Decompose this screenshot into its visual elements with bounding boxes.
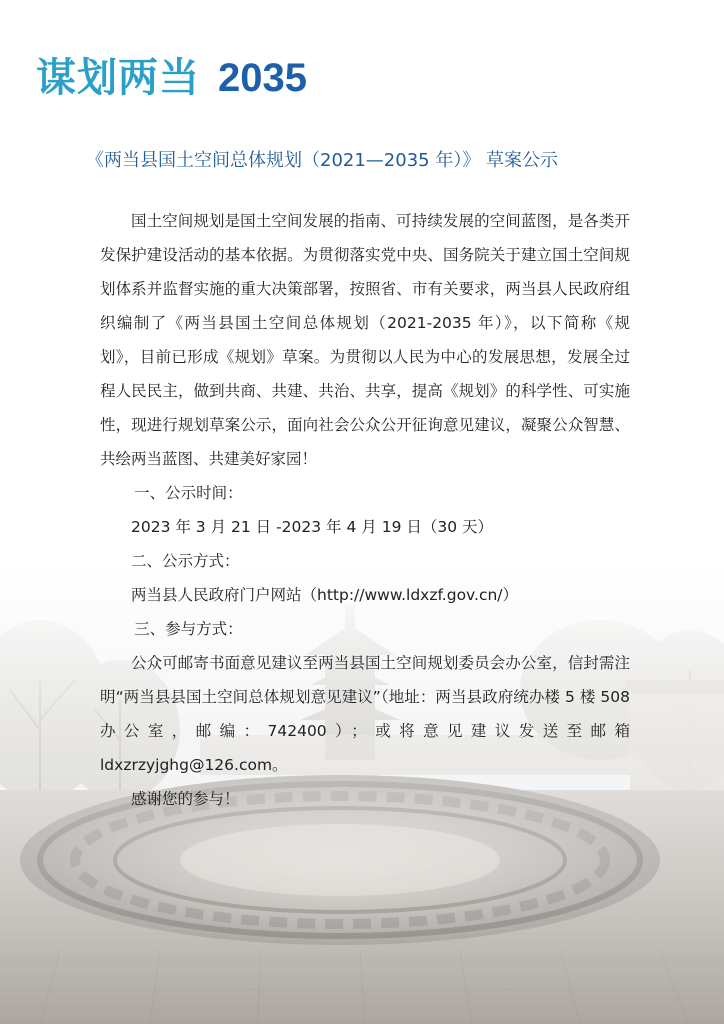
intro-paragraph: 国土空间规划是国土空间发展的指南、可持续发展的空间蓝图，是各类开发保护建设活动的基本依据。为贯彻落实党中央、国务院关于建立国土空间规划体系并监督实施的重大决策部署，按照省、市有关要求，两当县人民政府组织编制了《两当县国土空间总体规划（2021-2035 年）》，以下简称《规划》，目前已形成《规划》草案。为贯彻以人民为中心的发展思想，发展全过程人民民主，做到共商、共建、共治、共享，提高《规划》的科学性、可实施性，现进行规划草案公示，面向社会公众公开征询意见建议，凝聚公众智慧、共绘两当蓝图、共建美好家园！ (100, 212, 630, 468)
section-3-value: 公众可邮寄书面意见建议至两当县国土空间规划委员会办公室，信封需注明“两当县县国土空间总体规划意见建议”（地址：两当县政府统办楼 5 楼 508 办公室，邮编：742400）；或将意见建议发送至邮箱 ldxzrzyjghg@126.com。 (100, 654, 630, 774)
section-2-value: 两当县人民政府门户网站（http://www.ldxzf.gov.cn/） (131, 586, 519, 604)
header-title (36, 46, 307, 102)
header-title-chinese: 谋划两当 (36, 55, 200, 101)
thanks-line: 感谢您的参与！ (131, 790, 240, 808)
document-title: 《两当县国土空间总体规划（2021—2035 年）》 草案公示 (86, 150, 559, 171)
section-3-heading: 三、参与方式： (134, 620, 243, 638)
section-2-heading: 二、公示方式： (131, 552, 240, 570)
document-body (100, 204, 630, 816)
section-1-heading: 一、公示时间： (134, 484, 243, 502)
header-title-year: 2035 (218, 56, 307, 100)
section-1-value: 2023 年 3 月 21 日 -2023 年 4 月 19 日（30 天） (131, 518, 494, 536)
